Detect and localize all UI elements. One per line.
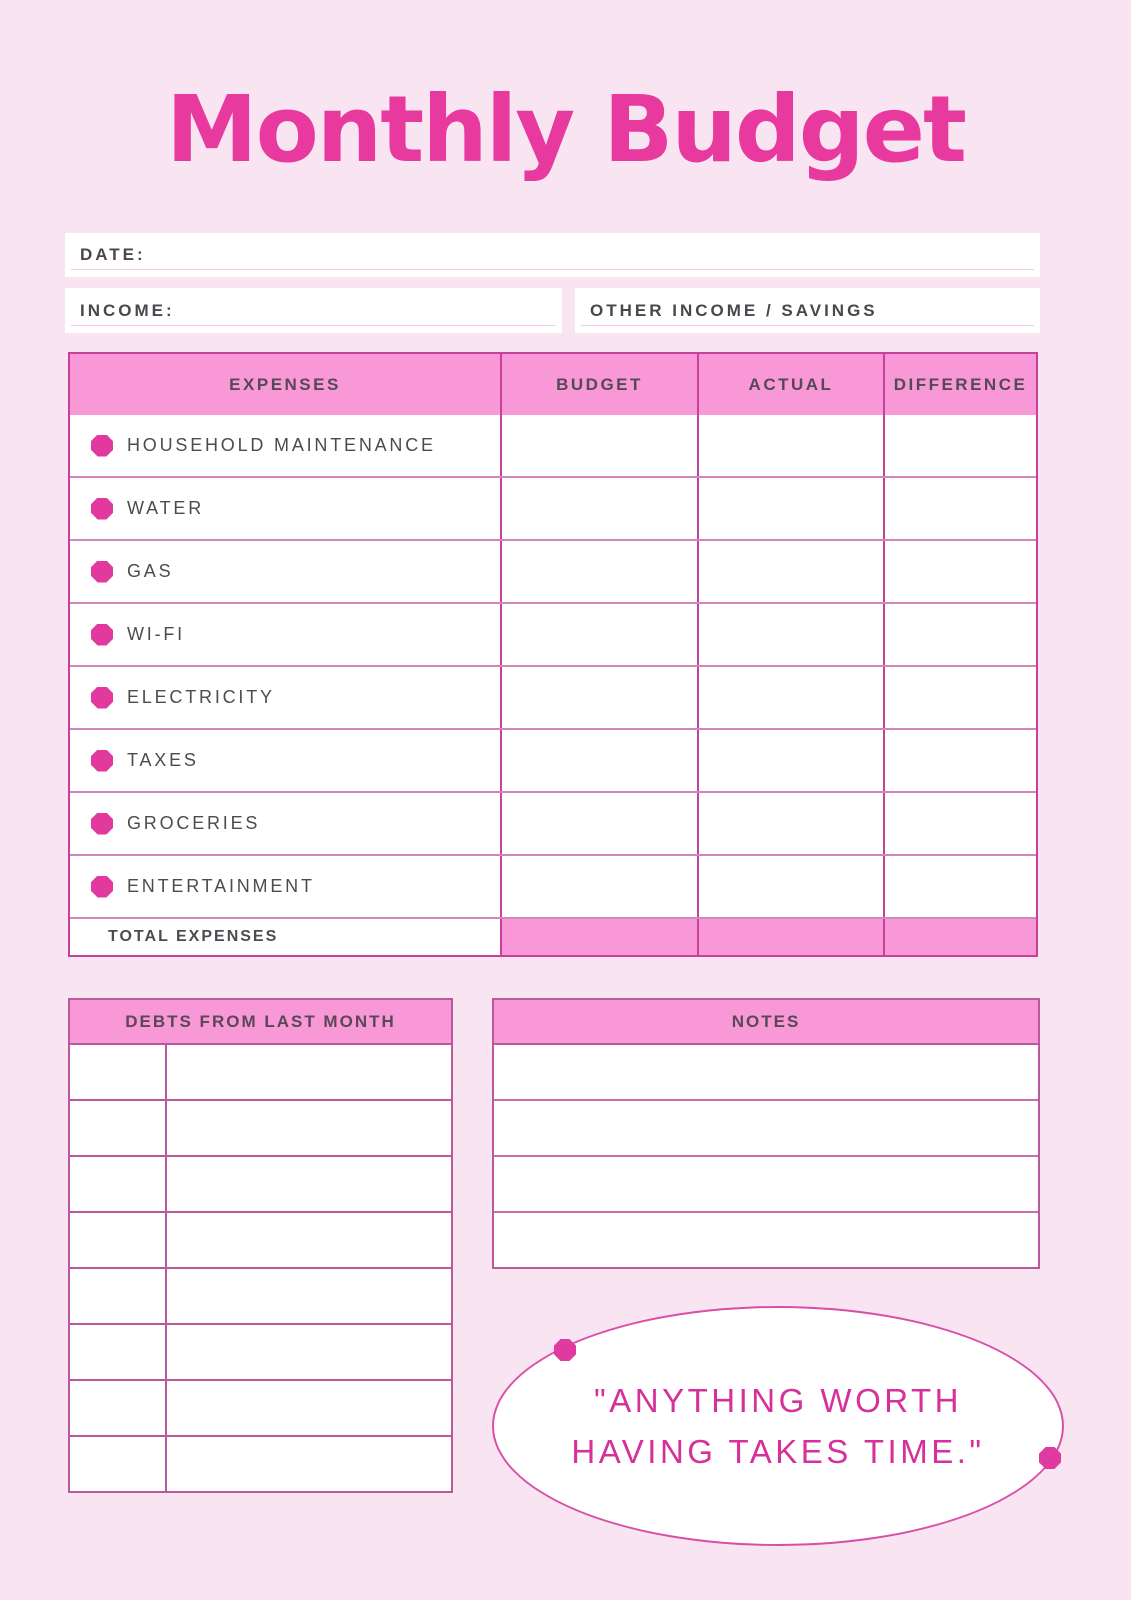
budget-cell[interactable]	[500, 415, 697, 476]
quote-ellipse	[492, 1306, 1064, 1546]
debt-row	[70, 1101, 451, 1157]
other-income-label: OTHER INCOME / SAVINGS	[590, 300, 878, 320]
expense-label: GROCERIES	[127, 813, 261, 833]
debt-description-cell[interactable]	[165, 1437, 451, 1491]
debt-description-cell[interactable]	[165, 1325, 451, 1379]
debt-row	[70, 1157, 451, 1213]
difference-cell[interactable]	[883, 604, 1036, 665]
expense-row	[70, 541, 1036, 604]
debt-row	[70, 1269, 451, 1325]
expenses-table-header	[70, 354, 1036, 415]
budget-cell[interactable]	[500, 793, 697, 854]
total-difference-cell[interactable]	[883, 919, 1036, 955]
debt-amount-cell[interactable]	[70, 1269, 165, 1323]
debt-row	[70, 1045, 451, 1101]
difference-cell[interactable]	[883, 730, 1036, 791]
actual-cell[interactable]	[697, 730, 883, 791]
debt-amount-cell[interactable]	[70, 1045, 165, 1099]
total-expenses-label: TOTAL EXPENSES	[108, 928, 279, 945]
quote-line-1: "ANYTHING WORTH	[594, 1381, 962, 1419]
budget-cell[interactable]	[500, 856, 697, 917]
total-actual-cell[interactable]	[697, 919, 883, 955]
expense-label: HOUSEHOLD MAINTENANCE	[127, 435, 436, 455]
debts-table	[68, 998, 453, 1493]
actual-cell[interactable]	[697, 415, 883, 476]
income-field[interactable]	[65, 288, 562, 333]
budget-cell[interactable]	[500, 478, 697, 539]
expense-row	[70, 604, 1036, 667]
bullet-octagon-icon	[91, 813, 113, 835]
total-budget-cell[interactable]	[500, 919, 697, 955]
expense-row	[70, 730, 1036, 793]
difference-cell[interactable]	[883, 667, 1036, 728]
budget-cell[interactable]	[500, 604, 697, 665]
header-expenses: EXPENSES	[229, 374, 341, 394]
quote-text	[571, 1375, 984, 1477]
debt-amount-cell[interactable]	[70, 1381, 165, 1435]
note-line[interactable]	[494, 1045, 1038, 1101]
date-label: DATE:	[80, 245, 146, 264]
other-income-field[interactable]	[575, 288, 1040, 333]
debt-description-cell[interactable]	[165, 1101, 451, 1155]
actual-cell[interactable]	[697, 667, 883, 728]
page-title: Monthly Budget	[166, 76, 965, 183]
expense-label: WI-FI	[127, 624, 185, 644]
note-line[interactable]	[494, 1101, 1038, 1157]
note-line[interactable]	[494, 1157, 1038, 1213]
expenses-table	[68, 352, 1038, 957]
expense-label: GAS	[127, 561, 174, 581]
budget-cell[interactable]	[500, 730, 697, 791]
header-actual: ACTUAL	[697, 354, 883, 415]
actual-cell[interactable]	[697, 604, 883, 665]
notes-title: NOTES	[494, 1000, 1038, 1045]
debt-description-cell[interactable]	[165, 1045, 451, 1099]
header-difference: DIFFERENCE	[883, 354, 1036, 415]
expense-row	[70, 478, 1036, 541]
expense-row	[70, 667, 1036, 730]
bullet-octagon-icon	[91, 750, 113, 772]
actual-cell[interactable]	[697, 856, 883, 917]
budget-cell[interactable]	[500, 541, 697, 602]
debts-table-title: DEBTS FROM LAST MONTH	[70, 1000, 451, 1045]
debt-description-cell[interactable]	[165, 1381, 451, 1435]
ellipse-dot-icon	[554, 1339, 576, 1361]
bullet-octagon-icon	[91, 561, 113, 583]
quote-line-2: HAVING TAKES TIME."	[571, 1433, 985, 1470]
bullet-octagon-icon	[91, 624, 113, 646]
difference-cell[interactable]	[883, 541, 1036, 602]
bullet-octagon-icon	[91, 498, 113, 520]
expense-row	[70, 793, 1036, 856]
debt-amount-cell[interactable]	[70, 1437, 165, 1491]
difference-cell[interactable]	[883, 856, 1036, 917]
ellipse-dot-icon	[1039, 1447, 1061, 1469]
debt-amount-cell[interactable]	[70, 1101, 165, 1155]
difference-cell[interactable]	[883, 478, 1036, 539]
debt-description-cell[interactable]	[165, 1157, 451, 1211]
expense-label: TAXES	[127, 750, 199, 770]
debt-row	[70, 1325, 451, 1381]
date-field[interactable]	[65, 233, 1040, 277]
debt-amount-cell[interactable]	[70, 1157, 165, 1211]
difference-cell[interactable]	[883, 793, 1036, 854]
income-label: INCOME:	[80, 300, 175, 320]
bullet-octagon-icon	[91, 435, 113, 457]
debt-amount-cell[interactable]	[70, 1213, 165, 1267]
note-line[interactable]	[494, 1213, 1038, 1267]
header-budget: BUDGET	[500, 354, 697, 415]
debt-row	[70, 1381, 451, 1437]
notes-panel	[492, 998, 1040, 1269]
expense-label: ELECTRICITY	[127, 687, 275, 707]
actual-cell[interactable]	[697, 541, 883, 602]
debt-row	[70, 1437, 451, 1491]
expense-row	[70, 856, 1036, 919]
total-expenses-row	[70, 919, 1036, 955]
budget-cell[interactable]	[500, 667, 697, 728]
debt-description-cell[interactable]	[165, 1213, 451, 1267]
expense-label: ENTERTAINMENT	[127, 876, 315, 896]
bullet-octagon-icon	[91, 687, 113, 709]
difference-cell[interactable]	[883, 415, 1036, 476]
bullet-octagon-icon	[91, 876, 113, 898]
debt-row	[70, 1213, 451, 1269]
expense-row	[70, 415, 1036, 478]
debt-amount-cell[interactable]	[70, 1325, 165, 1379]
debt-description-cell[interactable]	[165, 1269, 451, 1323]
actual-cell[interactable]	[697, 793, 883, 854]
expense-label: WATER	[127, 498, 204, 518]
actual-cell[interactable]	[697, 478, 883, 539]
